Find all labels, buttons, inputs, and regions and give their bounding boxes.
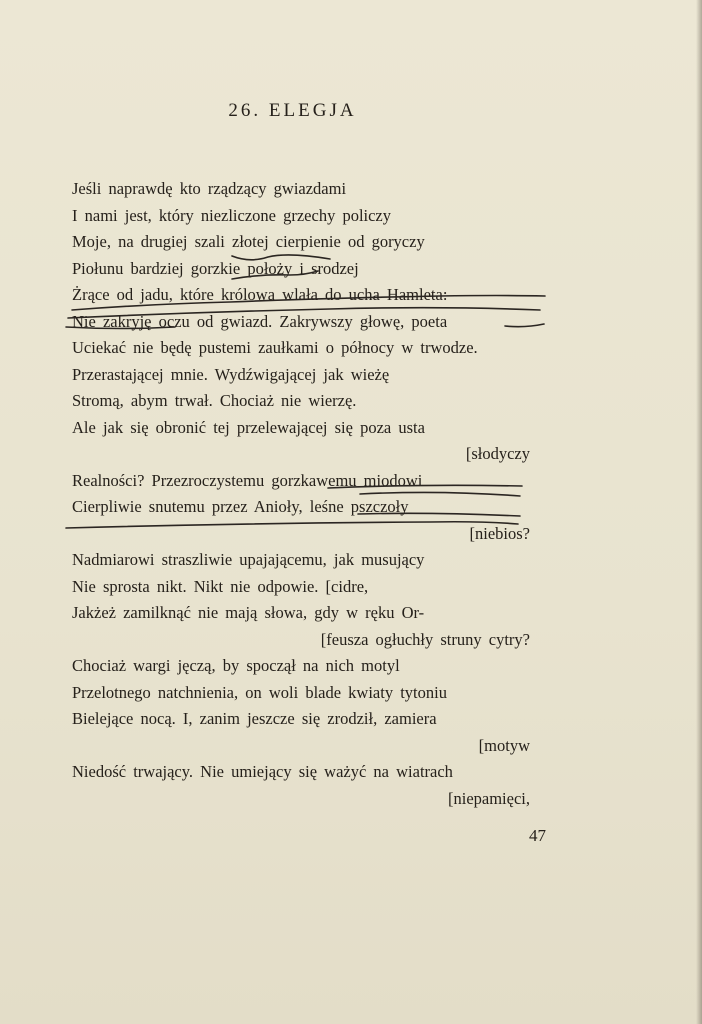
poem-line: Żrące od jadu, które królowa wlała do ucha Hamleta: bbox=[72, 285, 448, 304]
poem-line: Nadmiarowi straszliwie upajającemu, jak musujący bbox=[72, 550, 425, 569]
poem-line-continuation: [feusza ogłuchły struny cytry? bbox=[320, 629, 530, 649]
poem-line: Realności? Przezroczystemu gorzkawemu miodowi bbox=[72, 470, 423, 490]
poem-line: Przerastającej mnie. Wydźwigającej jak wieżę bbox=[72, 364, 390, 384]
poem-line: Chociaż wargi jęczą, by spoczął na nich motyl bbox=[72, 656, 400, 675]
poem-line: Piołunu bardziej gorzkie położy i srodzej bbox=[72, 258, 359, 278]
poem-line-continuation: [niepamięci, bbox=[447, 788, 530, 808]
poem-title: 26. ELEGJA bbox=[228, 100, 357, 121]
poem-line: I nami jest, który niezliczone grzechy policzy bbox=[72, 205, 392, 225]
poem-line: Ale jak się obronić tej przelewającej się poza usta bbox=[72, 417, 425, 437]
poem-line: Niedość trwający. Nie umiejący się ważyć na wiatrach bbox=[72, 762, 453, 781]
poem-line: Bielejące nocą. I, zanim jeszcze się zrodził, zamiera bbox=[72, 709, 437, 728]
poem-line-continuation: [niebios? bbox=[469, 523, 530, 543]
poem-line: Przelotnego natchnienia, on woli blade kwiaty tytoniu bbox=[72, 682, 447, 702]
page-edge-shadow bbox=[696, 0, 702, 1024]
poem-line: Uciekać nie będę pustemi zaułkami o północy w trwodze. bbox=[72, 338, 478, 357]
poem-line: Nie sprosta nikt. Nikt nie odpowie. [cidre, bbox=[72, 576, 369, 596]
poem-line-continuation: [słodyczy bbox=[465, 444, 530, 463]
poem-line: Stromą, abym trwał. Chociaż nie wierzę. bbox=[72, 391, 357, 410]
poem-body bbox=[72, 176, 542, 812]
poem-line: Moje, na drugiej szali złotej cierpienie od goryczy bbox=[72, 232, 425, 251]
poem-line: Jeśli naprawdę kto rządzący gwiazdami bbox=[72, 179, 347, 198]
page-number: 47 bbox=[529, 826, 546, 845]
poem-line: Cierpliwie snutemu przez Anioły, leśne pszczoły bbox=[72, 497, 409, 516]
poem-line: Nie zakryję oczu od gwiazd. Zakrywszy głowę, poeta bbox=[72, 311, 448, 331]
poem-line-continuation: [motyw bbox=[478, 735, 530, 755]
poem-line: Jakżeż zamilknąć nie mają słowa, gdy w ręku Or- bbox=[72, 603, 425, 622]
